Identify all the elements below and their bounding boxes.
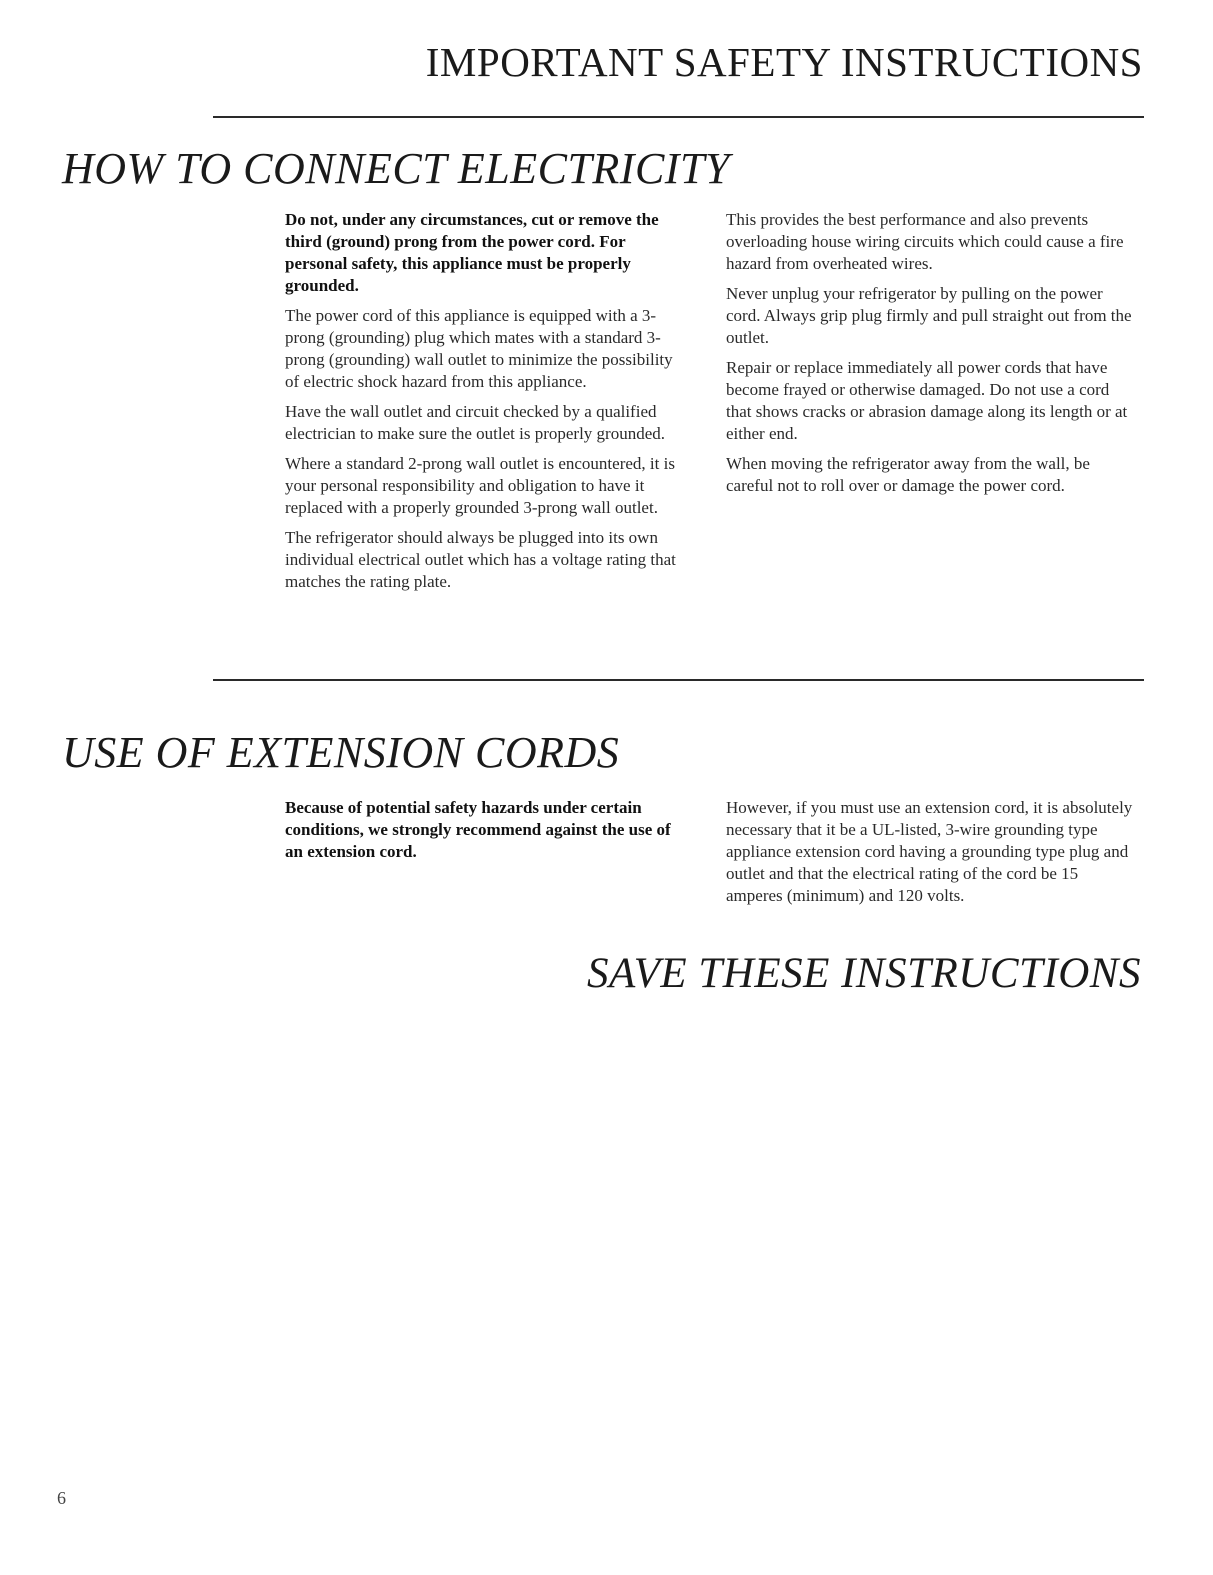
section-title-extension-cords: USE OF EXTENSION CORDS bbox=[62, 728, 620, 777]
electricity-left-column bbox=[285, 209, 685, 601]
paragraph-power-cord: The power cord of this appliance is equipped with a 3-prong (grounding) plug which mates with a standard 3-prong (grounding) wall outlet to minimize the possibility of electric shock hazard from this appliance. bbox=[285, 306, 673, 391]
paragraph-outlet-check: Have the wall outlet and circuit checked by a qualified electrician to make sure the outlet is properly grounded. bbox=[285, 402, 666, 443]
top-divider bbox=[213, 116, 1144, 118]
section-title-connect-electricity: HOW TO CONNECT ELECTRICITY bbox=[62, 144, 730, 193]
grounding-warning: Do not, under any circumstances, cut or remove the third (ground) prong from the power cord. For personal safety, this appliance must be properly grounded. bbox=[285, 210, 659, 295]
page-number: 6 bbox=[57, 1488, 66, 1508]
extension-left-column bbox=[285, 797, 685, 871]
paragraph-never-unplug: Never unplug your refrigerator by pulling on the power cord. Always grip plug firmly and pull straight out from the outlet. bbox=[726, 284, 1132, 347]
paragraph-individual-outlet: The refrigerator should always be plugged into its own individual electrical outlet which has a voltage rating that matches the rating plate. bbox=[285, 528, 676, 591]
extension-warning: Because of potential safety hazards under certain conditions, we strongly recommend against the use of an extension cord. bbox=[285, 798, 671, 861]
paragraph-2-prong-outlet: Where a standard 2-prong wall outlet is encountered, it is your personal responsibility and obligation to have it replaced with a properly grounded 3-prong wall outlet. bbox=[285, 454, 675, 517]
paragraph-moving-refrigerator: When moving the refrigerator away from the wall, be careful not to roll over or damage the power cord. bbox=[726, 454, 1090, 495]
extension-right-column bbox=[726, 797, 1136, 915]
paragraph-repair-cords: Repair or replace immediately all power cords that have become frayed or otherwise damaged. Do not use a cord that shows cracks or abrasion damage along its length or at either end. bbox=[726, 358, 1128, 443]
page-header-title: IMPORTANT SAFETY INSTRUCTIONS bbox=[425, 39, 1143, 85]
electricity-right-column bbox=[726, 209, 1136, 505]
middle-divider bbox=[213, 679, 1144, 681]
paragraph-extension-requirements: However, if you must use an extension cord, it is absolutely necessary that it be a UL-listed, 3-wire grounding type appliance extension cord having a grounding type plug and outlet and that the electrical rating of the cord be 15 amperes (minimum) and 120 volts. bbox=[726, 798, 1133, 905]
paragraph-best-performance: This provides the best performance and also prevents overloading house wiring circuits which could cause a fire hazard from overheated wires. bbox=[726, 210, 1124, 273]
save-instructions-title: SAVE THESE INSTRUCTIONS bbox=[586, 950, 1141, 997]
